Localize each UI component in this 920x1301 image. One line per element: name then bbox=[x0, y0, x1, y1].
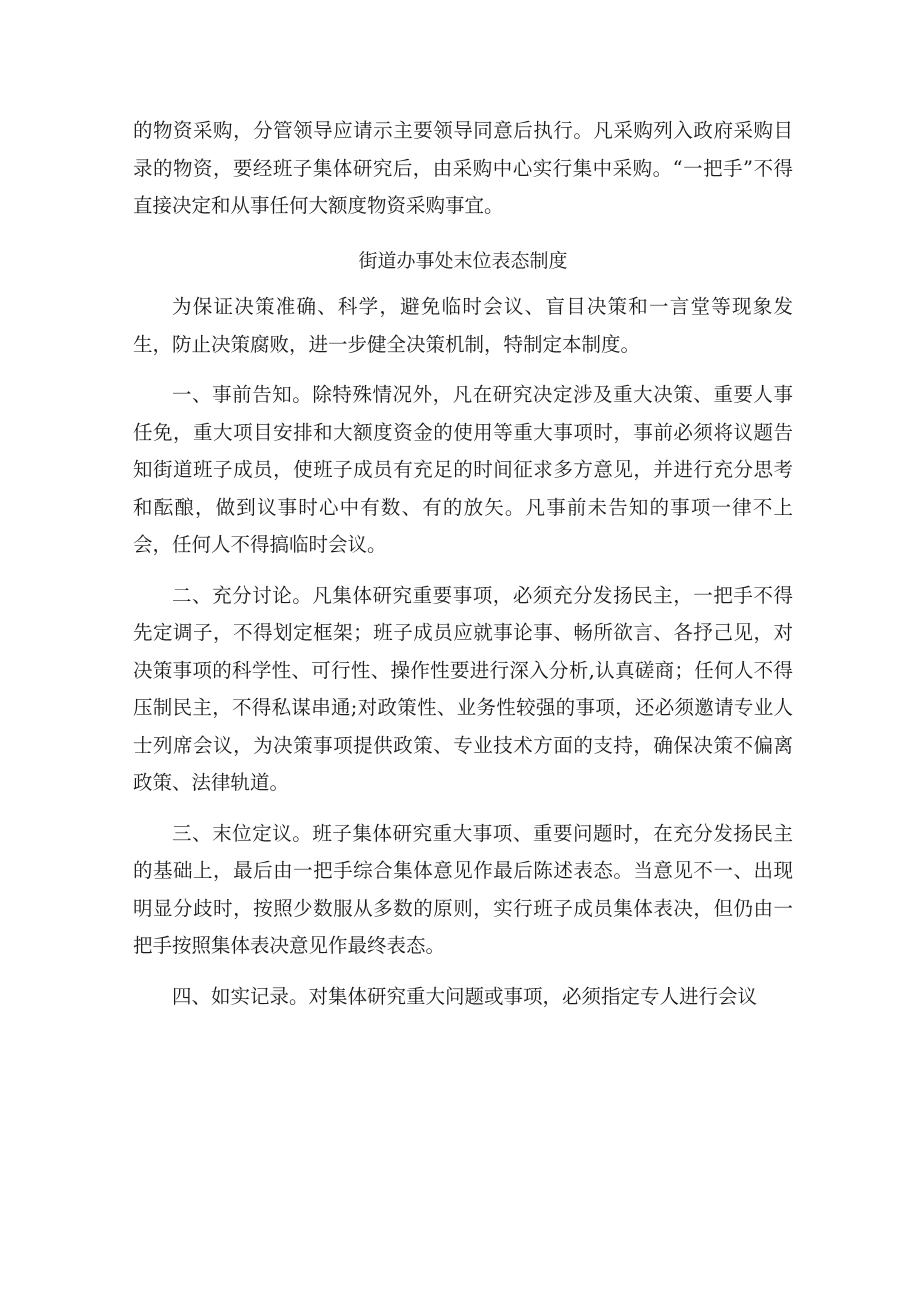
clause-4-paragraph: 四、如实记录。对集体研究重大问题或事项，必须指定专人进行会议 bbox=[172, 984, 758, 1008]
document-body bbox=[133, 112, 793, 1015]
section-title: 街道办事处末位表态制度 bbox=[358, 249, 568, 272]
intro-paragraph: 为保证决策准确、科学，避免临时会议、盲目决策和一言堂等现象发生，防止决策腐败，进一步健全决策机制，特制定本制度。 bbox=[133, 295, 793, 356]
clause-3-paragraph: 三、末位定议。班子集体研究重大事项、重要问题时，在充分发扬民主的基础上，最后由一把手综合集体意见作最后陈述表态。当意见不一、出现明显分歧时，按照少数服从多数的原则，实行班子成员集体表决，但仍由一把手按照集体表决意见作最终表态。 bbox=[133, 821, 793, 957]
continued-paragraph: 的物资采购，分管领导应请示主要领导同意后执行。凡采购列入政府采购目录的物资，要经班子集体研究后，由采购中心实行集中采购。“一把手”不得直接决定和从事任何大额度物资采购事宜。 bbox=[133, 119, 793, 217]
clause-1-paragraph: 一、事前告知。除特殊情况外，凡在研究决定涉及重大决策、重要人事任免，重大项目安排和大额度资金的使用等重大事项时，事前必须将议题告知街道班子成员，使班子成员有充足的时间征求多方意见，并进行充分思考和酝酿，做到议事时心中有数、有的放矢。凡事前未告知的事项一律不上会，任何人不得搞临时会议。 bbox=[133, 383, 793, 556]
clause-2-paragraph: 二、充分讨论。凡集体研究重要事项，必须充分发扬民主，一把手不得先定调子，不得划定框架；班子成员应就事论事、畅所欲言、各抒己见，对决策事项的科学性、可行性、操作性要进行深入分析,认真磋商；任何人不得压制民主，不得私谋串通;对政策性、业务性较强的事项，还必须邀请专业人士列席会议，为决策事项提供政策、专业技术方面的支持，确保决策不偏离政策、法律轨道。 bbox=[133, 583, 793, 794]
